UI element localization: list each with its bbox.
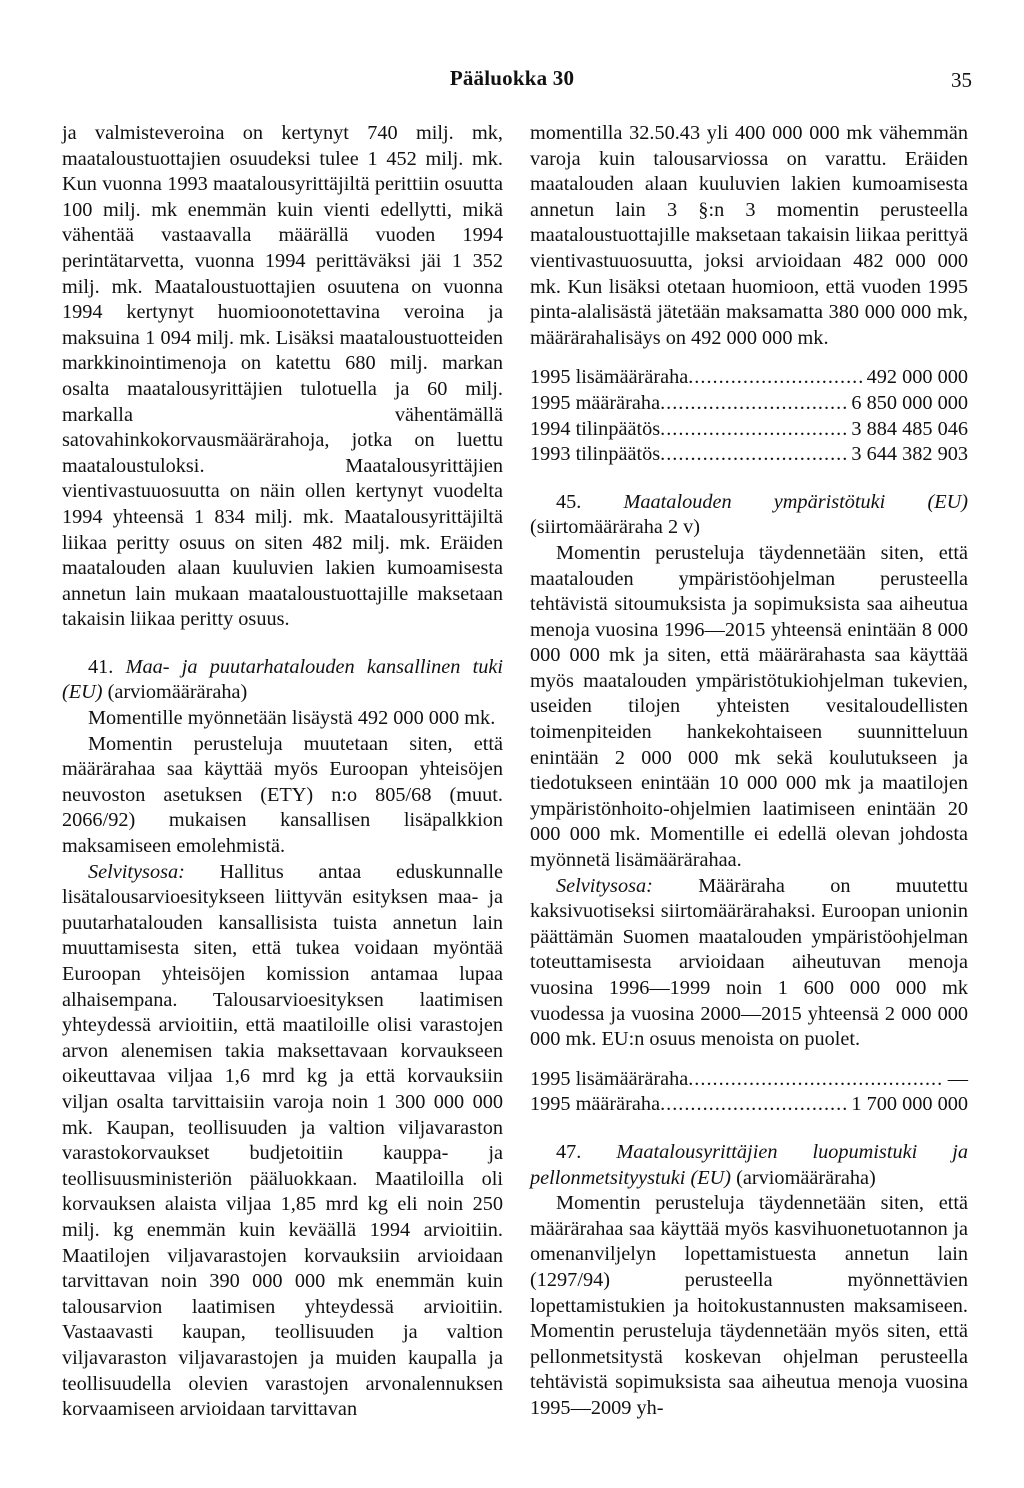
selvitysosa-text: Määräraha on muutettu kaksivuotiseksi siirtomäärärahaksi. Euroopan unionin päättämän Suomen maatalouden ympäristöohjelman toteuttamisesta arvioidaan aiheutuvan menoja vuosina 1996—1999 noin 1 600 000 000 mk vuodessa ja vuosina 2000—2015 yhteensä 2 000 000 000 mk. EU:n osuus menoista on puolet. [530,874,969,1051]
item-47-number: 47. [556,1140,582,1163]
item-41-paragraph-1: Momentille myönnetään lisäystä 492 000 000 mk. [88,707,496,730]
appropriation-table-2 [530,1067,968,1118]
row-label: 1994 tilinpäätös [530,417,661,440]
appropriation-table-1 [530,365,968,467]
table-row [530,365,968,391]
item-41-title: Maa- ja puutarhatalouden kansallinen tuki (EU) [62,655,503,704]
table-row [530,442,968,468]
selvitysosa-label: Selvitysosa: [556,874,653,897]
item-41-type: (arviomääräraha) [107,681,248,704]
paragraph-continuation: momentilla 32.50.43 yli 400 000 000 mk vähemmän varoja kuin talousarviossa on varattu. Eräiden maatalouden alaan kuuluvien lakien kumoamisesta annetun lain 3 §:n 3 momentin perusteella maataloustuottajille maksetaan takaisin liikaa perittyä vientivastuuosuutta, joksi arvioidaan 482 000 000 mk. Kun lisäksi otetaan huomioon, että vuoden 1995 pinta-alalisästä jätetään maksamatta 380 000 000 mk, määrärahalisäys on 492 000 000 mk. [530,122,968,349]
row-label: 1995 lisämääräraha [530,1067,689,1090]
item-47-type: (arviomääräraha) [736,1166,876,1189]
item-41-selvitysosa [62,860,503,1423]
left-column [62,121,503,1423]
item-41-paragraph-2: Momentin perusteluja muutetaan siten, että määrärahaa saa käyttää myös Euroopan yhteisöjen neuvoston asetuksen (ETY) n:o 805/68 (muut. 2066/92) mukaisen kansallisen lisäpalkkion maksamiseen emolehmistä. [62,732,503,858]
paragraph-intro: ja valmisteveroina on kertynyt 740 milj. mk, maataloustuottajien osuudeksi tulee 1 452 milj. mk. Kun vuonna 1993 maatalousyrittäjiltä perittiin osuutta 100 milj. mk enemmän kuin vienti edellytti, mikä vähentää vastaavalla määrällä vuoden 1994 perintätarvetta, vuonna 1994 perittäväksi jäi 1 352 milj. mk. Maataloustuottajien osuutena on vuonna 1994 kertynyt huomioonotettavina veroina ja maksuina 1 094 milj. mk. Lisäksi maataloustuotteiden markkinointimenoja on katettu 680 milj. markan osalta maatalousyrittäjien tulotuella ja 60 milj. markalla vähentämällä satovahinkokorvausmäärärahoja, jotka on luettu maataloustuloksi. Maatalousyrittäjien vientivastuuosuutta on näin ollen kertynyt vuodelta 1994 yhteensä 1 834 milj. mk. Maatalousyrittäjiltä liikaa peritty osuus on siten 482 milj. mk. Eräiden maatalouden alaan kuuluvien lakien kumoamisesta annetun lain mukaan maataloustuottajille maksetaan takaisin liikaa peritty osuus. [62,122,503,631]
row-amount: 3 644 382 903 [851,443,968,466]
table-row [530,1067,968,1093]
row-amount: 6 850 000 000 [851,391,968,414]
row-label: 1993 tilinpäätös [530,443,661,466]
item-41-heading [62,655,503,706]
item-47-heading [530,1140,968,1191]
item-45-selvitysosa [530,874,968,1053]
item-47-paragraph-1: Momentin perusteluja täydennetään siten, että määrärahaa saa käyttää myös kasvihuonetuotannon ja omenanviljelyn lopettamistuesta annetun lain (1297/94) perusteella myönnettävien lopettamistukien ja hoitokustannusten maksamiseen. Momentin perusteluja täydennetään myös siten, että pellonmetsitystä koskevan ohjelman perusteella tehtävistä sopimuksista saa aiheutua menoja vuosina 1995—2009 yh- [530,1192,968,1419]
right-column [530,121,968,1422]
row-amount: — [947,1067,968,1090]
selvitysosa-label: Selvitysosa: [88,860,185,883]
row-amount: 1 700 000 000 [851,1093,968,1116]
item-45-title: Maatalouden ympäristötuki (EU) [623,490,968,513]
item-45-heading [530,490,968,541]
selvitysosa-text: Hallitus antaa eduskunnalle lisätalousarvioesitykseen liittyvän esityksen maa- ja puutarhatalouden kansallisista tuista annetun lain muuttamisesta siten, että tukea voidaan myöntää Euroopan yhteisöjen komission antamaa lupaa alhaisempana. Talousarvioesityksen laatimisen yhteydessä arvioitiin, että maatiloille olisi varastojen arvon alenemisen takia maksettavaan korvaukseen oikeuttavaa viljaa 1,6 mrd kg ja että korvauksiin viljan osalta tarvittaisiin varoja noin 1 300 000 000 mk. Kaupan, teollisuuden ja valtion viljavaraston varastokorvaukset budjetoitiin kauppa- ja teollisuusministeriön pääluokkaan. Maatiloilla oli korvauksen alaista viljaa 1,85 mrd kg eli noin 250 milj. kg enemmän kuin keväällä 1994 arvioitiin. Maatilojen viljavarastojen korvauksiin arvioidaan tarvittavan noin 390 000 000 mk enemmän kuin talousarvion laatimisen yhteydessä arvioitiin. Vastaavasti kaupan, teollisuuden ja valtion viljavaraston viljavarastojen ja muiden kaupalla ja teollisuudella olevien varastojen arvonalennuksen korvaamiseen arvioidaan tarvittavan [62,860,503,1421]
table-row [530,1092,968,1118]
item-47-title: Maatalousyrittäjien luopumistuki ja pellonmetsityystuki (EU) [530,1140,969,1189]
table-row [530,391,968,417]
page-number: 35 [951,68,972,92]
item-45-type: (siirtomääräraha 2 v) [530,516,701,539]
item-41-number: 41. [88,655,114,678]
table-row [530,417,968,443]
row-label: 1995 määräraha [530,1093,661,1116]
row-label: 1995 lisämääräraha [530,366,689,389]
page-title: Pääluokka 30 [449,66,575,90]
row-amount: 492 000 000 [866,366,968,389]
item-45-number: 45. [556,490,582,513]
item-45-paragraph-1: Momentin perusteluja täydennetään siten, että maatalouden ympäristöohjelman perusteella tehtävistä sitoumuksista ja sopimuksista saa aiheutua menoja vuosina 1996—2015 yhteensä enintään 8 000 000 000 mk ja siten, että määrärahasta saa käyttää myös maatalouden ympäristötukiohjelman tukevien, useiden tilojen yhteisten vesitaloudellisten toimenpiteiden hankekohtaiseen suunnitteluun enintään 2 000 000 mk sekä koulutukseen ja tiedotukseen enintään 10 000 000 mk ja maatilojen ympäristönhoito-ohjelmien laatimiseen enintään 20 000 000 mk. Momentille ei edellä olevan johdosta myönnetä lisämäärärahaa. [530,541,968,872]
row-amount: 3 884 485 046 [851,417,968,440]
row-label: 1995 määräraha [530,391,661,414]
